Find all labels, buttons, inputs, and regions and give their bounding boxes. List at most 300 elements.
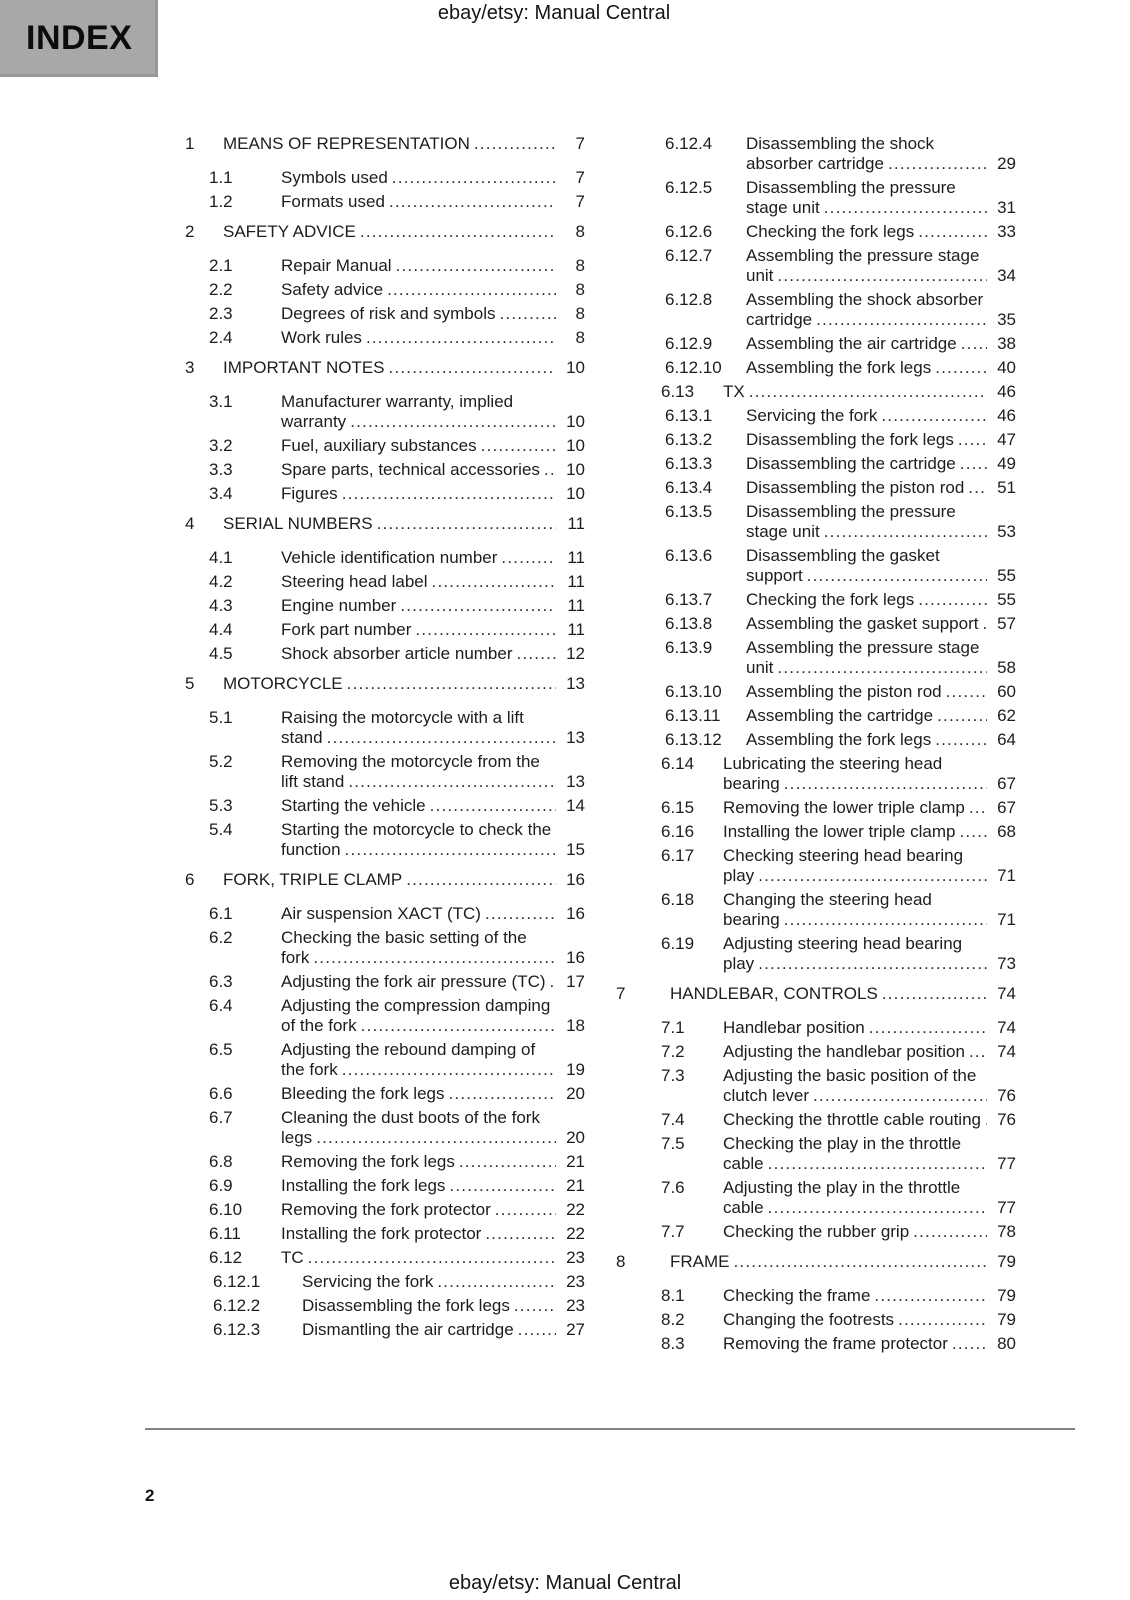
toc-entry-page-number: 74 xyxy=(997,1018,1016,1037)
dot-leader xyxy=(341,840,556,860)
toc-entry-title-line: FORK, TRIPLE CLAMP xyxy=(223,870,403,889)
toc-entry-title-line: Checking the basic setting of the xyxy=(281,928,527,947)
dot-leader xyxy=(426,796,556,816)
toc-entry-page-number: 23 xyxy=(566,1248,585,1267)
toc-entry-title-line: Disassembling the cartridge xyxy=(746,454,956,473)
toc-entry xyxy=(616,478,1016,498)
toc-entry-title xyxy=(723,890,1016,930)
toc-entry-title xyxy=(281,192,585,212)
toc-entry xyxy=(616,682,1016,702)
toc-entry-page-number: 23 xyxy=(566,1296,585,1315)
toc-entry-title-line: bearing xyxy=(723,910,780,929)
toc-entry-title xyxy=(281,928,585,968)
toc-entry-number: 3.1 xyxy=(209,392,233,411)
toc-entry-number: 6.12.5 xyxy=(665,178,713,197)
toc-entry xyxy=(616,846,1016,886)
toc-entry-title xyxy=(723,1334,1016,1354)
toc-entry-title-line: the fork xyxy=(281,1060,338,1079)
toc-entry-title xyxy=(746,246,1016,286)
dot-leader xyxy=(396,596,556,616)
toc-entry-title xyxy=(746,358,1016,378)
toc-entry-title xyxy=(723,822,1016,842)
toc-entry-title xyxy=(746,454,1016,474)
toc-entry-title xyxy=(746,134,1016,174)
toc-entry-title-line: cable xyxy=(723,1198,764,1217)
dot-leader xyxy=(965,798,987,818)
toc-entry xyxy=(616,382,1016,402)
toc-entry-number: 1 xyxy=(185,134,195,153)
toc-entry-page-number: 8 xyxy=(575,222,585,241)
toc-entry-page-number: 62 xyxy=(997,706,1016,725)
toc-entry xyxy=(185,358,585,378)
footer-divider xyxy=(145,1428,1075,1430)
toc-entry-title xyxy=(723,1310,1016,1330)
dot-leader xyxy=(383,280,556,300)
toc-entry-title-line: Adjusting the play in the throttle xyxy=(723,1178,961,1197)
toc-entry-title-line: Steering head label xyxy=(281,572,428,591)
dot-leader xyxy=(981,1110,987,1130)
toc-entry xyxy=(185,1084,585,1104)
toc-entry-number: 7.5 xyxy=(661,1134,685,1153)
dot-leader xyxy=(942,682,987,702)
toc-entry-title xyxy=(281,904,585,924)
toc-entry-title xyxy=(723,1066,1016,1106)
toc-entry-number: 6.12.2 xyxy=(213,1296,261,1315)
dot-leader xyxy=(954,430,987,450)
toc-entry-number: 6.13.9 xyxy=(665,638,713,657)
toc-entry-number: 6.14 xyxy=(661,754,695,773)
toc-entry-title-line: Disassembling the fork legs xyxy=(302,1296,510,1315)
dot-leader xyxy=(894,1310,987,1330)
toc-entry-title-line: Changing the steering head xyxy=(723,890,932,909)
toc-entry-title xyxy=(281,304,585,324)
toc-entry xyxy=(185,1296,585,1316)
toc-entry-number: 6.12.1 xyxy=(213,1272,261,1291)
toc-entry-title xyxy=(281,796,585,816)
dot-leader xyxy=(433,1272,556,1292)
toc-entry-number: 4.4 xyxy=(209,620,233,639)
toc-entry xyxy=(185,928,585,968)
toc-entry-title xyxy=(281,620,585,640)
toc-entry-title-line: function xyxy=(281,840,341,859)
toc-entry-number: 2.1 xyxy=(209,256,233,275)
toc-entry xyxy=(185,514,585,534)
dot-leader xyxy=(914,590,987,610)
toc-entry-page-number: 51 xyxy=(997,478,1016,497)
toc-entry-number: 3.4 xyxy=(209,484,233,503)
dot-leader xyxy=(373,514,556,534)
dot-leader xyxy=(385,192,556,212)
toc-entry-title xyxy=(746,406,1016,426)
toc-entry-number: 3.2 xyxy=(209,436,233,455)
toc-entry-number: 6.19 xyxy=(661,934,695,953)
toc-entry-title-line: fork xyxy=(281,948,310,967)
toc-entry-page-number: 60 xyxy=(997,682,1016,701)
toc-entry-page-number: 7 xyxy=(575,168,585,187)
toc-entry-title xyxy=(223,222,585,242)
toc-entry-number: 6.4 xyxy=(209,996,233,1015)
dot-leader xyxy=(495,304,556,324)
toc-entry-title xyxy=(746,178,1016,218)
toc-entry-number: 5.4 xyxy=(209,820,233,839)
dot-leader xyxy=(356,222,556,242)
toc-entry xyxy=(185,392,585,432)
toc-entry-number: 6.10 xyxy=(209,1200,243,1219)
toc-entry-title-line: Assembling the piston rod xyxy=(746,682,942,701)
toc-entry-title xyxy=(281,996,585,1036)
toc-entry-title-line: Adjusting the handlebar position xyxy=(723,1042,965,1061)
toc-entry xyxy=(616,246,1016,286)
toc-entry-number: 6.9 xyxy=(209,1176,233,1195)
toc-entry xyxy=(616,406,1016,426)
dot-leader xyxy=(497,548,556,568)
toc-entry-number: 2.2 xyxy=(209,280,233,299)
table-of-contents xyxy=(185,134,1047,1358)
toc-entry-page-number: 10 xyxy=(566,436,585,455)
toc-entry-title xyxy=(223,514,585,534)
toc-entry-title-line: Removing the fork protector xyxy=(281,1200,491,1219)
toc-entry-number: 8.1 xyxy=(661,1286,685,1305)
dot-leader xyxy=(870,1286,987,1306)
toc-entry-page-number: 80 xyxy=(997,1334,1016,1353)
toc-entry xyxy=(185,134,585,154)
toc-entry-title xyxy=(281,708,585,748)
toc-entry-number: 6.13 xyxy=(661,382,695,401)
toc-entry-title xyxy=(281,820,585,860)
toc-entry-title xyxy=(746,546,1016,586)
toc-entry-title-line: warranty xyxy=(281,412,347,431)
toc-entry xyxy=(616,546,1016,586)
dot-leader xyxy=(780,910,987,930)
toc-entry-title-line: Fork part number xyxy=(281,620,412,639)
toc-entry-page-number: 13 xyxy=(566,728,585,747)
toc-entry-number: 6.16 xyxy=(661,822,695,841)
toc-entry-title-line: Removing the fork legs xyxy=(281,1152,455,1171)
dot-leader xyxy=(445,1084,557,1104)
toc-entry-page-number: 8 xyxy=(575,280,585,299)
toc-entry-page-number: 67 xyxy=(997,774,1016,793)
toc-entry-number: 6.12.3 xyxy=(213,1320,261,1339)
dot-leader xyxy=(344,772,556,792)
toc-entry-title-line: Degrees of risk and symbols xyxy=(281,304,496,323)
toc-entry-number: 7.7 xyxy=(661,1222,685,1241)
toc-entry xyxy=(185,644,585,664)
toc-entry-title-line: Raising the motorcycle with a lift xyxy=(281,708,524,727)
toc-entry-number: 6.12.4 xyxy=(665,134,713,153)
toc-entry-title-line: Servicing the fork xyxy=(746,406,878,425)
toc-entry-page-number: 49 xyxy=(997,454,1016,473)
toc-entry-number: 6.5 xyxy=(209,1040,233,1059)
toc-entry-title-line: clutch lever xyxy=(723,1086,809,1105)
toc-entry xyxy=(616,1110,1016,1130)
toc-entry-title xyxy=(281,256,585,276)
toc-entry-title-line: Disassembling the pressure xyxy=(746,178,956,197)
dot-leader xyxy=(491,1200,556,1220)
dot-leader xyxy=(546,972,556,992)
toc-entry-number: 6.13.7 xyxy=(665,590,713,609)
toc-entry-title xyxy=(302,1272,585,1292)
toc-entry-page-number: 58 xyxy=(997,658,1016,677)
toc-entry-title-line: unit xyxy=(746,266,774,285)
dot-leader xyxy=(754,866,987,886)
toc-entry xyxy=(616,1042,1016,1062)
toc-entry-title-line: Figures xyxy=(281,484,338,503)
toc-entry-title-line: play xyxy=(723,954,755,973)
toc-entry-title-line: Fuel, auxiliary substances xyxy=(281,436,477,455)
toc-entry-title-line: Assembling the fork legs xyxy=(746,358,932,377)
dot-leader xyxy=(877,406,987,426)
toc-entry xyxy=(616,178,1016,218)
page-footer-title: ebay/etsy: Manual Central xyxy=(448,1572,682,1594)
toc-entry-page-number: 10 xyxy=(566,358,585,377)
toc-entry-title-line: Installing the lower triple clamp xyxy=(723,822,956,841)
toc-entry-title-line: legs xyxy=(281,1128,313,1147)
toc-entry-title-line: Changing the footrests xyxy=(723,1310,895,1329)
toc-entry xyxy=(616,822,1016,842)
toc-entry-title-line: Vehicle identification number xyxy=(281,548,498,567)
toc-entry xyxy=(616,1252,1016,1272)
toc-entry-page-number: 8 xyxy=(575,328,585,347)
toc-entry-title-line: Assembling the air cartridge xyxy=(746,334,957,353)
dot-leader xyxy=(803,566,987,586)
toc-entry-title xyxy=(281,1248,585,1268)
toc-entry-page-number: 7 xyxy=(575,134,585,153)
toc-entry-title xyxy=(281,1040,585,1080)
toc-entry-number: 6.13.8 xyxy=(665,614,713,633)
dot-leader xyxy=(964,478,987,498)
toc-entry-title xyxy=(281,572,585,592)
dot-leader xyxy=(388,168,556,188)
toc-entry-page-number: 79 xyxy=(997,1310,1016,1329)
toc-entry xyxy=(185,1248,585,1268)
toc-entry-title-line: MOTORCYCLE xyxy=(223,674,343,693)
toc-entry-title-line: Air suspension XACT (TC) xyxy=(281,904,481,923)
toc-entry-number: 8.2 xyxy=(661,1310,685,1329)
toc-entry xyxy=(616,614,1016,634)
toc-entry-title-line: Assembling the fork legs xyxy=(746,730,932,749)
toc-entry-title xyxy=(281,1108,585,1148)
toc-entry-title-line: MEANS OF REPRESENTATION xyxy=(223,134,470,153)
toc-entry-title xyxy=(723,934,1016,974)
toc-entry xyxy=(616,222,1016,242)
toc-entry-page-number: 23 xyxy=(566,1272,585,1291)
toc-entry-title-line: lift stand xyxy=(281,772,345,791)
toc-entry-number: 6.13.1 xyxy=(665,406,713,425)
toc-entry-title xyxy=(746,590,1016,610)
toc-entry xyxy=(185,996,585,1036)
toc-entry-page-number: 20 xyxy=(566,1128,585,1147)
toc-entry-page-number: 29 xyxy=(997,154,1016,173)
toc-entry-title xyxy=(281,548,585,568)
toc-entry-page-number: 71 xyxy=(997,910,1016,929)
toc-entry-number: 6.12.9 xyxy=(665,334,713,353)
toc-entry-number: 7.6 xyxy=(661,1178,685,1197)
toc-entry-page-number: 38 xyxy=(997,334,1016,353)
toc-entry-page-number: 8 xyxy=(575,304,585,323)
dot-leader xyxy=(878,984,987,1004)
toc-entry xyxy=(185,192,585,212)
toc-entry xyxy=(616,1134,1016,1174)
toc-entry-number: 6.13.11 xyxy=(665,706,721,725)
toc-entry xyxy=(616,1178,1016,1218)
toc-entry-page-number: 14 xyxy=(566,796,585,815)
toc-entry-page-number: 13 xyxy=(566,772,585,791)
toc-entry-page-number: 7 xyxy=(575,192,585,211)
toc-entry xyxy=(185,572,585,592)
toc-entry-number: 7.3 xyxy=(661,1066,685,1085)
toc-entry-title xyxy=(723,846,1016,886)
toc-entry-number: 6.6 xyxy=(209,1084,233,1103)
toc-entry-page-number: 73 xyxy=(997,954,1016,973)
toc-entry-number: 6.1 xyxy=(209,904,233,923)
toc-entry xyxy=(616,706,1016,726)
toc-entry-title xyxy=(223,674,585,694)
toc-entry-page-number: 35 xyxy=(997,310,1016,329)
toc-entry-title-line: Disassembling the pressure xyxy=(746,502,956,521)
toc-entry-title xyxy=(281,168,585,188)
toc-entry xyxy=(616,934,1016,974)
toc-entry-title-line: TX xyxy=(723,382,745,401)
toc-entry-number: 6.8 xyxy=(209,1152,233,1171)
toc-entry xyxy=(616,730,1016,750)
toc-entry-title-line: Lubricating the steering head xyxy=(723,754,943,773)
toc-entry xyxy=(616,454,1016,474)
toc-entry xyxy=(185,280,585,300)
dot-leader xyxy=(965,1042,987,1062)
toc-entry-page-number: 79 xyxy=(997,1252,1016,1271)
toc-entry-number: 2 xyxy=(185,222,195,241)
toc-entry xyxy=(185,820,585,860)
toc-column-right xyxy=(616,134,1016,1358)
toc-entry xyxy=(185,870,585,890)
dot-leader xyxy=(470,134,556,154)
toc-entry-page-number: 64 xyxy=(997,730,1016,749)
toc-entry xyxy=(616,1334,1016,1354)
dot-leader xyxy=(957,334,987,354)
toc-entry-page-number: 31 xyxy=(997,198,1016,217)
toc-entry xyxy=(185,796,585,816)
toc-entry-page-number: 78 xyxy=(997,1222,1016,1241)
toc-entry-title-line: Checking the rubber grip xyxy=(723,1222,910,1241)
toc-entry-page-number: 77 xyxy=(997,1198,1016,1217)
dot-leader xyxy=(338,1060,556,1080)
toc-entry xyxy=(185,222,585,242)
toc-entry-title xyxy=(746,478,1016,498)
footer-page-number: 2 xyxy=(145,1486,155,1505)
toc-entry-title xyxy=(723,754,1016,794)
toc-entry-number: 1.2 xyxy=(209,192,233,211)
toc-entry-number: 6.13.2 xyxy=(665,430,713,449)
toc-entry-title-line: Repair Manual xyxy=(281,256,392,275)
toc-entry xyxy=(185,972,585,992)
toc-entry xyxy=(185,620,585,640)
toc-entry-number: 7.2 xyxy=(661,1042,685,1061)
toc-entry-page-number: 40 xyxy=(997,358,1016,377)
toc-entry-title-line: stage unit xyxy=(746,522,820,541)
dot-leader xyxy=(754,954,987,974)
toc-entry-page-number: 16 xyxy=(566,904,585,923)
toc-entry-title-line: cartridge xyxy=(746,310,813,329)
dot-leader xyxy=(820,198,987,218)
toc-entry-title-line: Assembling the shock absorber xyxy=(746,290,984,309)
toc-entry-title-line: Disassembling the fork legs xyxy=(746,430,954,449)
dot-leader xyxy=(385,358,556,378)
toc-entry-title-line: cable xyxy=(723,1154,764,1173)
toc-entry-title xyxy=(746,222,1016,242)
toc-entry-number: 4.1 xyxy=(209,548,233,567)
dot-leader xyxy=(764,1198,987,1218)
dot-leader xyxy=(304,1248,556,1268)
toc-entry-title xyxy=(746,706,1016,726)
toc-entry-number: 6.3 xyxy=(209,972,233,991)
toc-entry-page-number: 19 xyxy=(566,1060,585,1079)
dot-leader xyxy=(513,644,556,664)
toc-entry-title-line: Removing the motorcycle from the xyxy=(281,752,540,771)
toc-entry-title xyxy=(746,682,1016,702)
toc-entry-title xyxy=(746,430,1016,450)
toc-entry xyxy=(185,328,585,348)
toc-entry xyxy=(185,304,585,324)
toc-entry xyxy=(185,1152,585,1172)
dot-leader xyxy=(323,728,556,748)
toc-entry-page-number: 16 xyxy=(566,948,585,967)
toc-entry-title-line: SERIAL NUMBERS xyxy=(223,514,373,533)
toc-entry xyxy=(185,1200,585,1220)
toc-entry xyxy=(185,904,585,924)
toc-entry-title xyxy=(746,730,1016,750)
dot-leader xyxy=(809,1086,987,1106)
toc-entry-title-line: stand xyxy=(281,728,323,747)
toc-entry xyxy=(185,1108,585,1148)
toc-entry-number: 4.3 xyxy=(209,596,233,615)
toc-entry-title xyxy=(281,436,585,456)
toc-entry-number: 5.2 xyxy=(209,752,233,771)
toc-entry-title-line: Handlebar position xyxy=(723,1018,865,1037)
toc-entry-number: 6.13.6 xyxy=(665,546,713,565)
dot-leader xyxy=(745,382,987,402)
dot-leader xyxy=(540,460,556,480)
dot-leader xyxy=(812,310,987,330)
toc-entry xyxy=(616,590,1016,610)
toc-entry xyxy=(616,290,1016,330)
toc-entry-page-number: 10 xyxy=(566,460,585,479)
toc-entry xyxy=(185,1224,585,1244)
toc-entry-page-number: 71 xyxy=(997,866,1016,885)
toc-entry xyxy=(616,1018,1016,1038)
dot-leader xyxy=(481,1224,556,1244)
dot-leader xyxy=(455,1152,556,1172)
toc-entry-title xyxy=(723,1042,1016,1062)
dot-leader xyxy=(402,870,556,890)
toc-entry-title xyxy=(281,1084,585,1104)
dot-leader xyxy=(773,266,987,286)
toc-entry-title xyxy=(281,484,585,504)
toc-entry xyxy=(616,358,1016,378)
toc-entry-title-line: Checking the throttle cable routing xyxy=(723,1110,981,1129)
dot-leader xyxy=(931,358,987,378)
toc-entry-title xyxy=(746,638,1016,678)
toc-entry-number: 7.1 xyxy=(661,1018,685,1037)
toc-entry-page-number: 46 xyxy=(997,382,1016,401)
toc-entry xyxy=(616,1066,1016,1106)
toc-entry-title-line: Shock absorber article number xyxy=(281,644,513,663)
toc-entry-number: 5.1 xyxy=(209,708,233,727)
toc-entry-title xyxy=(723,1110,1016,1130)
toc-entry-page-number: 10 xyxy=(566,484,585,503)
toc-entry xyxy=(616,798,1016,818)
toc-entry-number: 6.13.3 xyxy=(665,454,713,473)
toc-entry xyxy=(616,1222,1016,1242)
